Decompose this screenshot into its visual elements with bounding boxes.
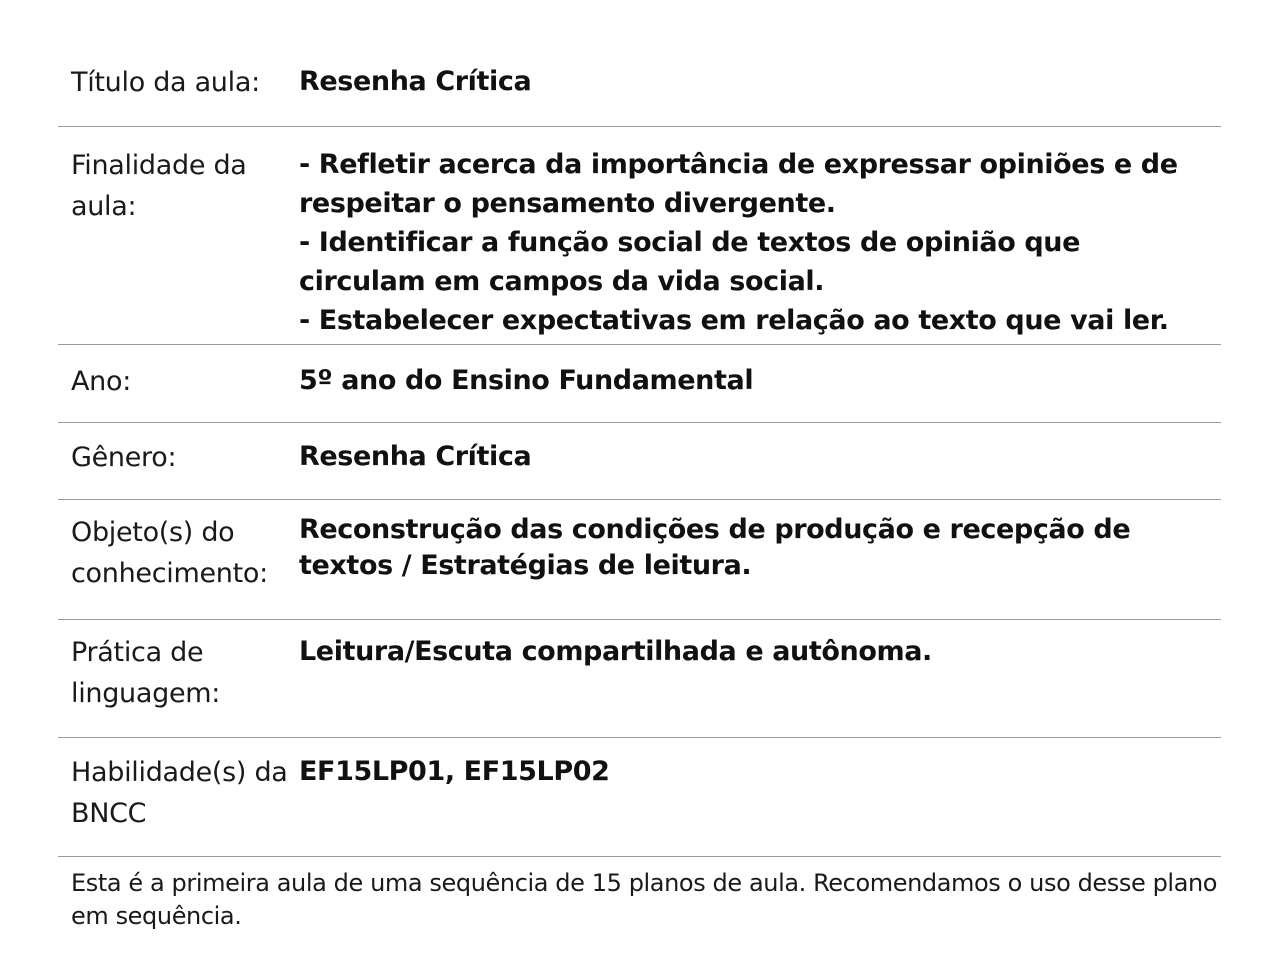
row-label: Finalidade da aula: <box>71 150 247 222</box>
row-pratica-linguagem <box>58 620 1221 738</box>
lesson-plan-table <box>58 48 1221 933</box>
row-titulo <box>58 48 1221 127</box>
row-value <box>299 62 1221 126</box>
row-label: Habilidade(s) da BNCC <box>71 757 288 829</box>
row-value <box>299 361 1221 422</box>
row-ano <box>58 345 1221 423</box>
row-value <box>299 752 1221 856</box>
row-label: Objeto(s) do conhecimento: <box>71 517 268 589</box>
row-label: Ano: <box>71 366 131 397</box>
sequence-note: Esta é a primeira aula de uma sequência de 15 planos de aula. Recomendamos o uso desse plano em sequência. <box>71 869 1218 930</box>
row-label: Título da aula: <box>71 67 260 98</box>
value-line: Reconstrução das condições de produção e recepção de textos / Estratégias de leitura. <box>299 514 1131 581</box>
row-finalidade <box>58 127 1221 345</box>
row-genero <box>58 423 1221 500</box>
row-value <box>299 632 1221 737</box>
value-line: Resenha Crítica <box>299 66 532 97</box>
row-value <box>299 145 1221 344</box>
row-value <box>299 512 1221 619</box>
value-line: - Estabelecer expectativas em relação ao texto que vai ler. <box>299 305 1169 336</box>
value-line: Resenha Crítica <box>299 441 532 472</box>
value-line: EF15LP01, EF15LP02 <box>299 756 610 787</box>
row-habilidades-bncc <box>58 738 1221 857</box>
value-line: - Identificar a função social de textos de opinião que circulam em campos da vida social. <box>299 227 1081 297</box>
row-label: Gênero: <box>71 442 177 473</box>
value-line: 5º ano do Ensino Fundamental <box>299 365 754 396</box>
row-label: Prática de linguagem: <box>71 637 221 709</box>
row-value <box>299 437 1221 499</box>
value-line: - Refletir acerca da importância de expressar opiniões e de respeitar o pensamento divergente. <box>299 149 1178 219</box>
value-line: Leitura/Escuta compartilhada e autônoma. <box>299 636 932 667</box>
row-objeto-conhecimento <box>58 500 1221 620</box>
